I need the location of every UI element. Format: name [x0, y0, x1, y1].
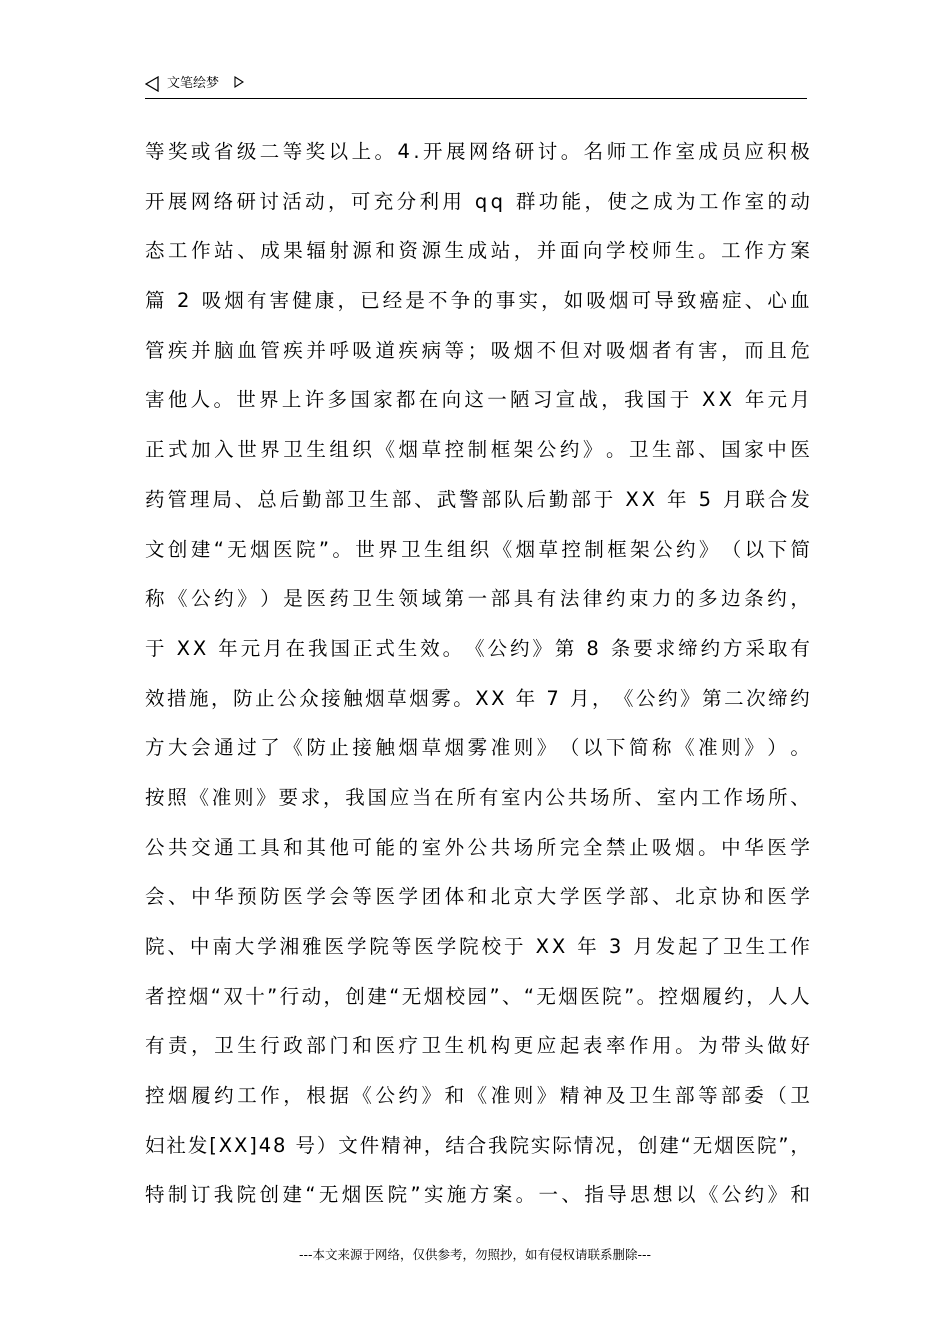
text-line: 特 制 订 我 院 创 建 “ 无 烟 医 院 ” 实 施 方 案 。 一 、 指 导 思 想 以 《 公 约 》 和 [145, 1183, 810, 1207]
footer-notice: ---本文来源于网络，仅供参考，勿照抄，如有侵权请联系删除--- [298, 1247, 652, 1262]
text-line: 者 控 烟 “ 双 十 ” 行 动 ， 创 建 “ 无 烟 校 园 ” 、 “ 无 烟 医 院 ” 。 控 烟 履 约 ， 人 人 [145, 984, 810, 1008]
text-line: 效 措 施 ， 防 止 公 众 接 触 烟 草 烟 雾 。 X X 年 7 月 ， 《 公 约 》 第 二 次 缔 约 [145, 686, 810, 710]
text-line: 院 、 中 南 大 学 湘 雅 医 学 院 等 医 学 院 校 于 X X 年 3 月 发 起 了 卫 生 工 作 [145, 935, 810, 958]
triangle-right-icon [234, 76, 244, 88]
text-line: 篇 2 吸 烟 有 害 健 康 ， 已 经 是 不 争 的 事 实 ， 如 吸 烟 可 导 致 癌 症 、 心 血 [145, 289, 810, 313]
header-brand: 文笔绘梦 [167, 76, 220, 91]
text-line: 开 展 网 络 研 讨 活 动 ， 可 充 分 利 用 q q 群 功 能 ， 使 之 成 为 工 作 室 的 动 [145, 189, 810, 213]
text-line: 管 疾 并 脑 血 管 疾 并 呼 吸 道 疾 病 等 ； 吸 烟 不 但 对 吸 烟 者 有 害 ， 而 且 危 [145, 338, 810, 362]
page-header [145, 74, 807, 99]
text-line: 公 共 交 通 工 具 和 其 他 可 能 的 室 外 公 共 场 所 完 全 禁 止 吸 烟 。 中 华 医 学 [145, 835, 810, 859]
text-line: 妇 社 发 [ X X ] 4 8 号 ） 文 件 精 神 ， 结 合 我 院 实 际 情 况 ， 创 建 “ 无 烟 医 院 ” ， [145, 1133, 810, 1157]
text-line: 称 《 公 约 》 ） 是 医 药 卫 生 领 域 第 一 部 具 有 法 律 约 束 力 的 多 边 条 约 ， [145, 587, 810, 611]
text-line: 控 烟 履 约 工 作 ， 根 据 《 公 约 》 和 《 准 则 》 精 神 及 卫 生 部 等 部 委 （ 卫 [145, 1084, 810, 1108]
text-line: 方 大 会 通 过 了 《 防 止 接 触 烟 草 烟 雾 准 则 》 （ 以 下 简 称 《 准 则 》 ） 。 [145, 736, 810, 760]
text-line: 文 创 建 “ 无 烟 医 院 ” 。 世 界 卫 生 组 织 《 烟 草 控 制 框 架 公 约 》 （ 以 下 简 [145, 537, 810, 561]
text-line: 按 照 《 准 则 》 要 求 ， 我 国 应 当 在 所 有 室 内 公 共 场 所 、 室 内 工 作 场 所 、 [145, 785, 810, 809]
text-line: 正 式 加 入 世 界 卫 生 组 织 《 烟 草 控 制 框 架 公 约 》 。 卫 生 部 、 国 家 中 医 [145, 438, 810, 462]
text-line: 于 X X 年 元 月 在 我 国 正 式 生 效 。 《 公 约 》 第 8 条 要 求 缔 约 方 采 取 有 [145, 636, 810, 660]
triangle-left-icon [145, 76, 159, 92]
text-line: 害 他 人 。 世 界 上 许 多 国 家 都 在 向 这 一 陋 习 宣 战 ， 我 国 于 X X 年 元 月 [145, 388, 810, 412]
text-line: 有 责 ， 卫 生 行 政 部 门 和 医 疗 卫 生 机 构 更 应 起 表 率 作 用 。 为 带 头 做 好 [145, 1034, 810, 1058]
text-line: 会 、 中 华 预 防 医 学 会 等 医 学 团 体 和 北 京 大 学 医 学 部 、 北 京 协 和 医 学 [145, 885, 810, 909]
text-line: 药 管 理 局 、 总 后 勤 部 卫 生 部 、 武 警 部 队 后 勤 部 于 X X 年 5 月 联 合 发 [145, 487, 810, 511]
text-line: 态 工 作 站 、 成 果 辐 射 源 和 资 源 生 成 站 ， 并 面 向 学 校 师 生 。 工 作 方 案 [145, 239, 810, 263]
document-body [145, 127, 810, 1220]
text-line: 等 奖 或 省 级 二 等 奖 以 上 。 4 . 开 展 网 络 研 讨 。 名 师 工 作 室 成 员 应 积 极 [145, 140, 810, 163]
